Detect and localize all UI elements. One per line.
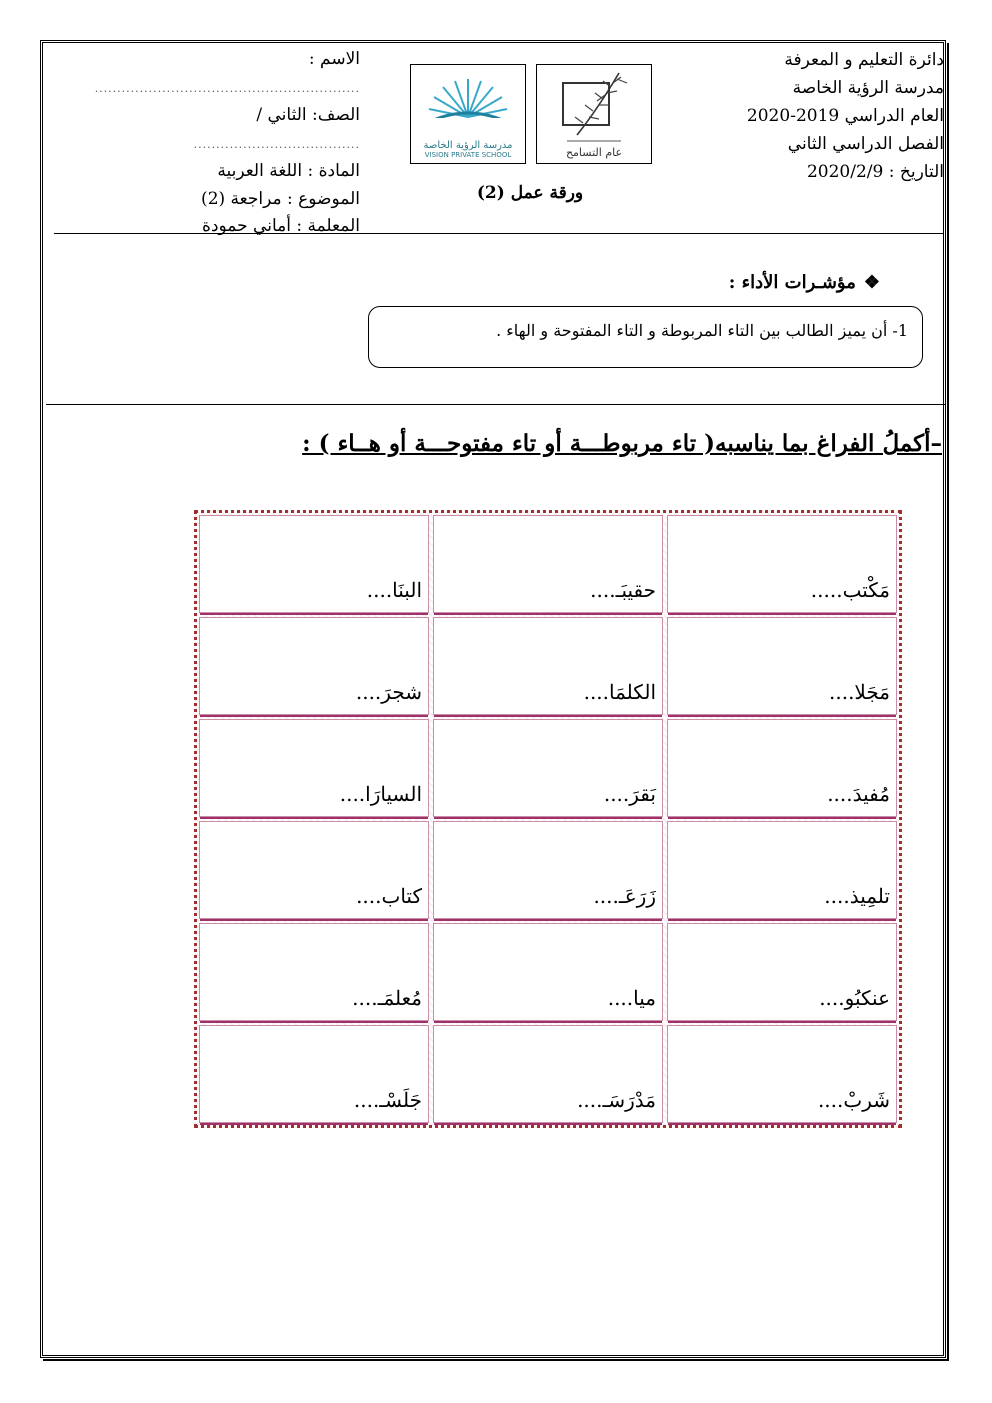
word-cell[interactable]: كتاب.... (199, 821, 429, 919)
vision-school-logo (410, 64, 526, 164)
school-info (747, 46, 944, 186)
class-label: الصف: الثاني / (256, 105, 360, 125)
word-cell[interactable]: مَكْتب..... (667, 515, 897, 613)
word-cell[interactable]: البنَا.... (199, 515, 429, 613)
word-cell[interactable]: مُفيدَ.... (667, 719, 897, 817)
word-cell[interactable]: مَجَلا.... (667, 617, 897, 715)
word-cell[interactable]: بَقرَ.... (433, 719, 663, 817)
indicators-box (368, 306, 923, 368)
worksheet-title: ورقة عمل (2) (476, 183, 584, 203)
name-row (94, 46, 360, 102)
class-row (105, 102, 360, 158)
word-cell[interactable]: شَربْ.... (667, 1025, 897, 1123)
indicators-title: مؤشـرات الأداء : (728, 272, 856, 293)
semester-line: الفصل الدراسي الثاني (787, 134, 944, 154)
word-cell[interactable]: جَلَسْـ.... (199, 1025, 429, 1123)
word-cell[interactable]: تلمِيذ.... (667, 821, 897, 919)
word-cell[interactable]: السيارَا.... (199, 719, 429, 817)
tolerance-logo-caption: عام التسامح (565, 146, 623, 159)
student-info (94, 46, 360, 241)
exercise-instruction: –أكملُ الفراغ بما يناسبه( تاء مربوطـــة أو تاء مفتوحـــة أو هــاء ) : (302, 430, 942, 457)
school-line: مدرسة الرؤية الخاصة (792, 78, 944, 98)
vision-logo-caption: مدرسة الرؤية الخاصة VISION PRIVATE SCHOOL (423, 140, 513, 159)
header-divider (54, 233, 944, 234)
class-blank: ..................................... (193, 137, 360, 151)
name-blank: ........................................................... (94, 81, 360, 95)
word-cell[interactable]: شجرَ.... (199, 617, 429, 715)
word-cell[interactable]: الكلمَا.... (433, 617, 663, 715)
indicators-heading (729, 272, 880, 293)
section-divider (46, 404, 946, 405)
indicator-item-1: 1- أن يميز الطالب بين التاء المربوطة و التاء المفتوحة و الهاء . (496, 321, 908, 340)
department-line: دائرة التعليم و المعرفة (784, 50, 944, 70)
word-cell[interactable]: حقيبَـ.... (433, 515, 663, 613)
word-cell[interactable]: ميا.... (433, 923, 663, 1021)
subject-line: المادة : اللغة العربية (217, 161, 360, 181)
diamond-bullet-icon: ❖ (863, 272, 880, 293)
word-grid (194, 510, 902, 1128)
year-of-tolerance-logo (536, 64, 652, 164)
teacher-line: المعلمة : أماني حمودة (202, 216, 360, 236)
name-label: الاسم : (308, 49, 360, 69)
word-cell[interactable]: مَدْرَسَـ.... (433, 1025, 663, 1123)
word-cell[interactable]: مُعلمَـ.... (199, 923, 429, 1021)
academic-year-line: العام الدراسي 2019-2020 (746, 106, 944, 126)
date-line: التاريخ : 2020/2/9 (806, 162, 944, 182)
word-cell[interactable]: زَرَعَـ.... (433, 821, 663, 919)
word-cell[interactable]: عنكبُو.... (667, 923, 897, 1021)
topic-line: الموضوع : مراجعة (2) (201, 188, 360, 209)
